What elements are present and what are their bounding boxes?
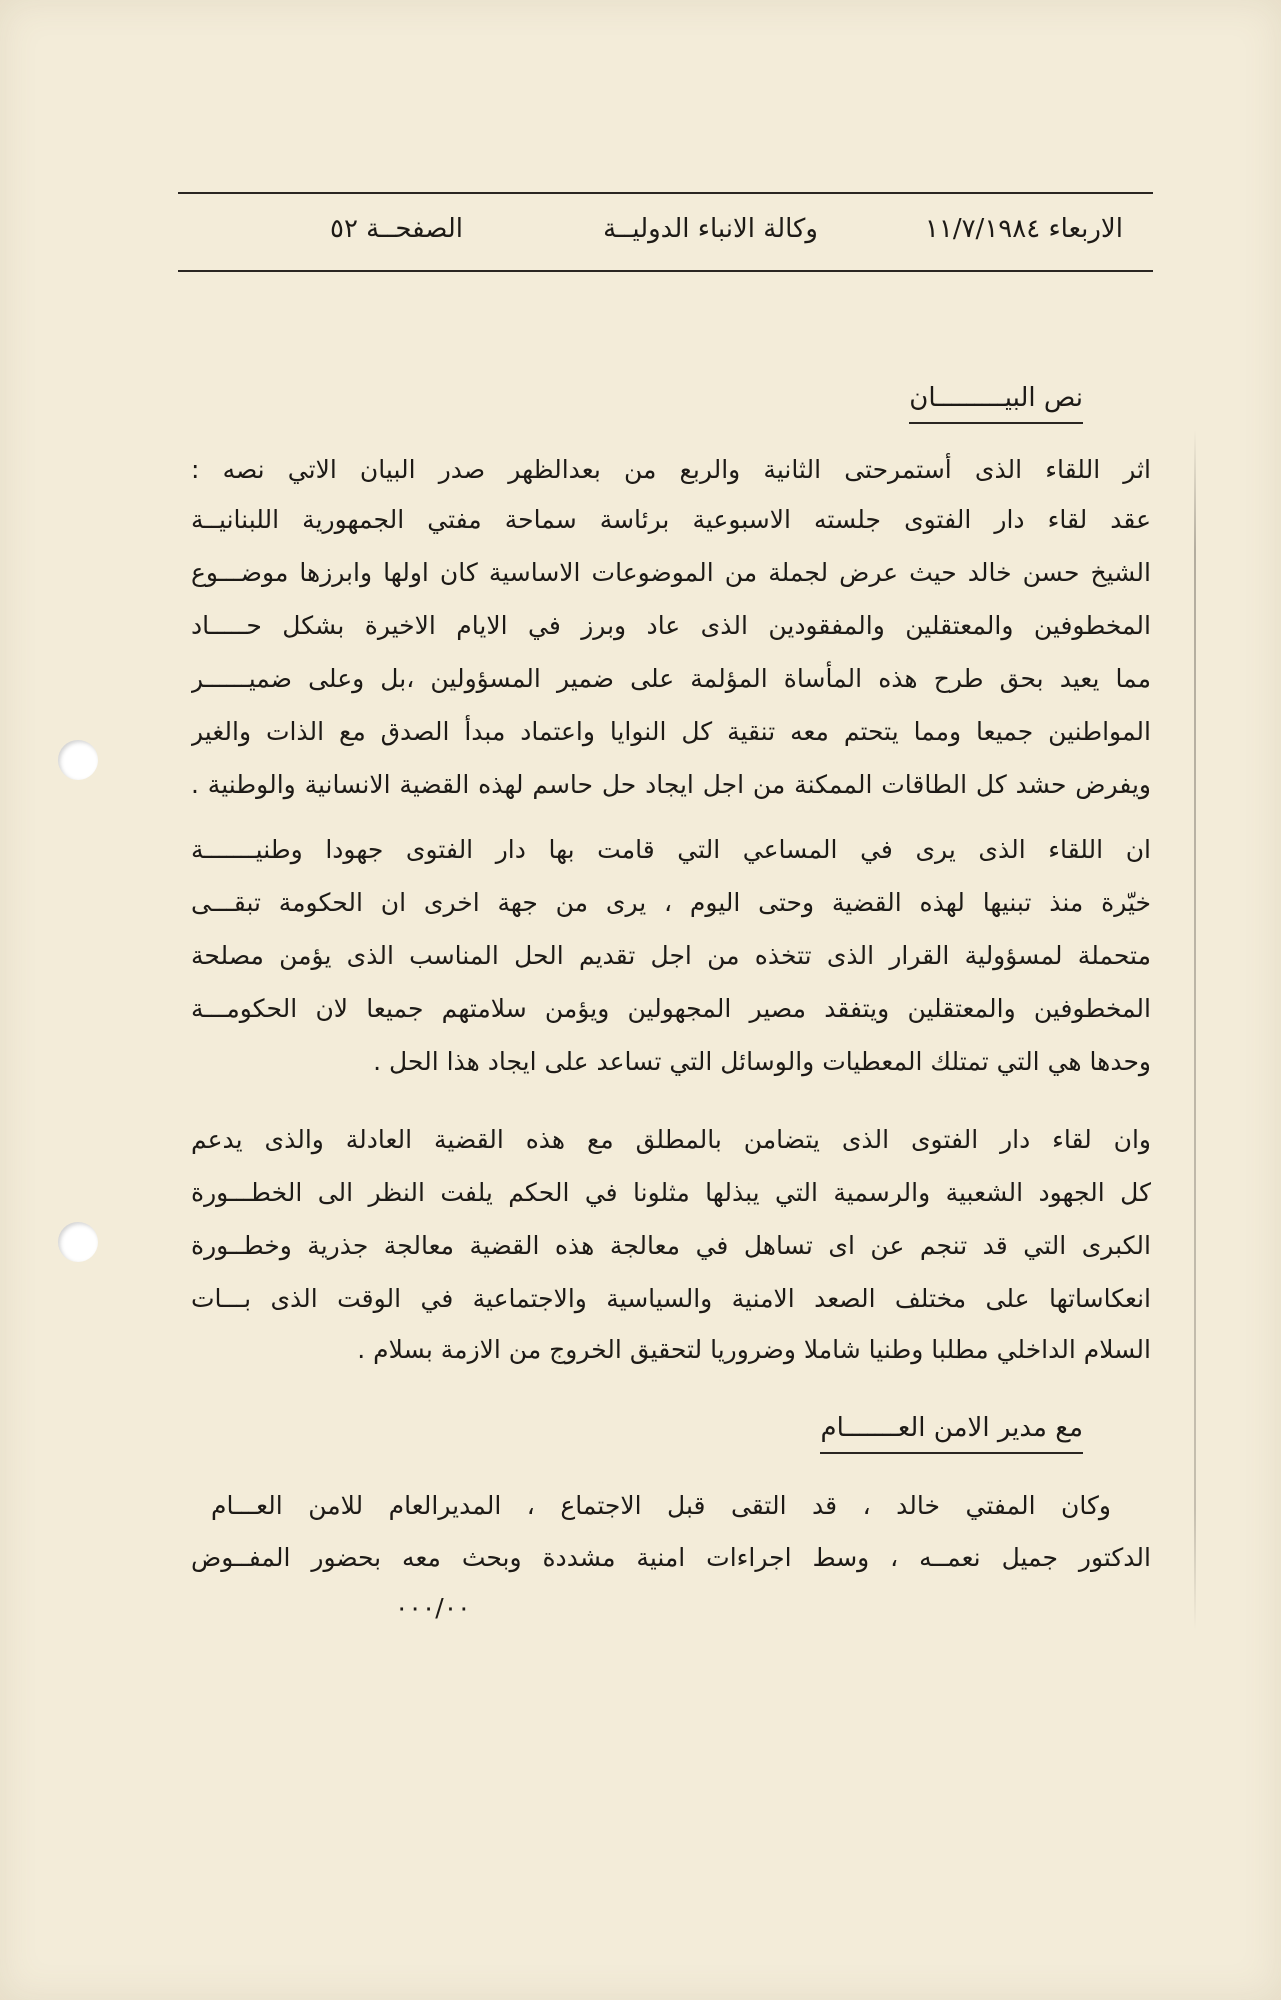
header-bottom-rule bbox=[178, 270, 1153, 272]
page-header bbox=[178, 204, 1153, 254]
text-line: مما يعيد بحق طرح هذه المأساة المؤلمة على ضمير المسؤولين ،بل وعلى ضميــــــر bbox=[191, 664, 1151, 693]
text-line: اثر اللقاء الذى أستمرحتى الثانية والربع من بعدالظهر صدر البيان الاتي نصه : bbox=[191, 455, 1151, 484]
header-agency: وكالة الانباء الدوليــة bbox=[603, 214, 818, 244]
punch-hole bbox=[58, 740, 98, 780]
text-line: المواطنين جميعا ومما يتحتم معه تنقية كل النوايا واعتماد مبدأ الصدق مع الذات والغير bbox=[191, 717, 1151, 746]
margin-line bbox=[1194, 430, 1196, 1630]
header-top-rule bbox=[178, 192, 1153, 194]
section-heading-security-director: مع مدير الامن العـــــــام bbox=[820, 1408, 1083, 1454]
text-line: ويفرض حشد كل الطاقات الممكنة من اجل ايجاد حل حاسم لهذه القضية الانسانية والوطنية . bbox=[191, 770, 1151, 799]
text-line: عقد لقاء دار الفتوى جلسته الاسبوعية برئاسة سماحة مفتي الجمهورية اللبنانيــة bbox=[191, 505, 1151, 534]
punch-hole bbox=[58, 1222, 98, 1262]
text-line: الشيخ حسن خالد حيث عرض لجملة من الموضوعات الاساسية كان اولها وابرزها موضـــوع bbox=[191, 558, 1151, 587]
text-line: وان لقاء دار الفتوى الذى يتضامن بالمطلق مع هذه القضية العادلة والذى يدعم bbox=[191, 1125, 1151, 1154]
continuation-mark: ٠٠٠/٠٠ bbox=[395, 1593, 471, 1622]
header-date: الاربعاء ١١/٧/١٩٨٤ bbox=[924, 214, 1123, 244]
text-line: وحدها هي التي تمتلك المعطيات والوسائل التي تساعد على ايجاد هذا الحل . bbox=[373, 1047, 1151, 1076]
text-line: الدكتور جميل نعمــه ، وسط اجراءات امنية مشددة وبحث معه بحضور المفــوض bbox=[191, 1543, 1151, 1572]
text-line: كل الجهود الشعبية والرسمية التي يبذلها مثلونا في الحكم يلفت النظر الى الخطـــورة bbox=[191, 1178, 1151, 1207]
text-line: المخطوفين والمعتقلين والمفقودين الذى عاد وبرز في الايام الاخيرة بشكل حـــــاد bbox=[191, 611, 1151, 640]
text-line: المخطوفين والمعتقلين ويتفقد مصير المجهولين ويؤمن سلامتهم جميعا لان الحكومـــة bbox=[191, 994, 1151, 1023]
text-line: وكان المفتي خالد ، قد التقى قبل الاجتماع ، المديرالعام للامن العـــام bbox=[211, 1491, 1111, 1520]
text-line: انعكاساتها على مختلف الصعد الامنية والسياسية والاجتماعية في الوقت الذى بـــات bbox=[191, 1284, 1151, 1313]
text-line: متحملة لمسؤولية القرار الذى تتخذه من اجل تقديم الحل المناسب الذى يؤمن مصلحة bbox=[191, 941, 1151, 970]
section-heading-statement: نص البيـــــــــان bbox=[909, 378, 1083, 424]
text-line: السلام الداخلي مطلبا وطنيا شاملا وضروريا لتحقيق الخروج من الازمة بسلام . bbox=[357, 1335, 1151, 1364]
text-line: خيّرة منذ تبنيها لهذه القضية وحتى اليوم ، يرى من جهة اخرى ان الحكومة تبقـــى bbox=[191, 888, 1151, 917]
text-line: ان اللقاء الذى يرى في المساعي التي قامت بها دار الفتوى جهودا وطنيـــــــة bbox=[191, 835, 1151, 864]
header-page-number: الصفحــة ٥٢ bbox=[329, 214, 463, 244]
text-line: الكبرى التي قد تنجم عن اى تساهل في معالجة هذه القضية معالجة جذرية وخطــورة bbox=[191, 1231, 1151, 1260]
